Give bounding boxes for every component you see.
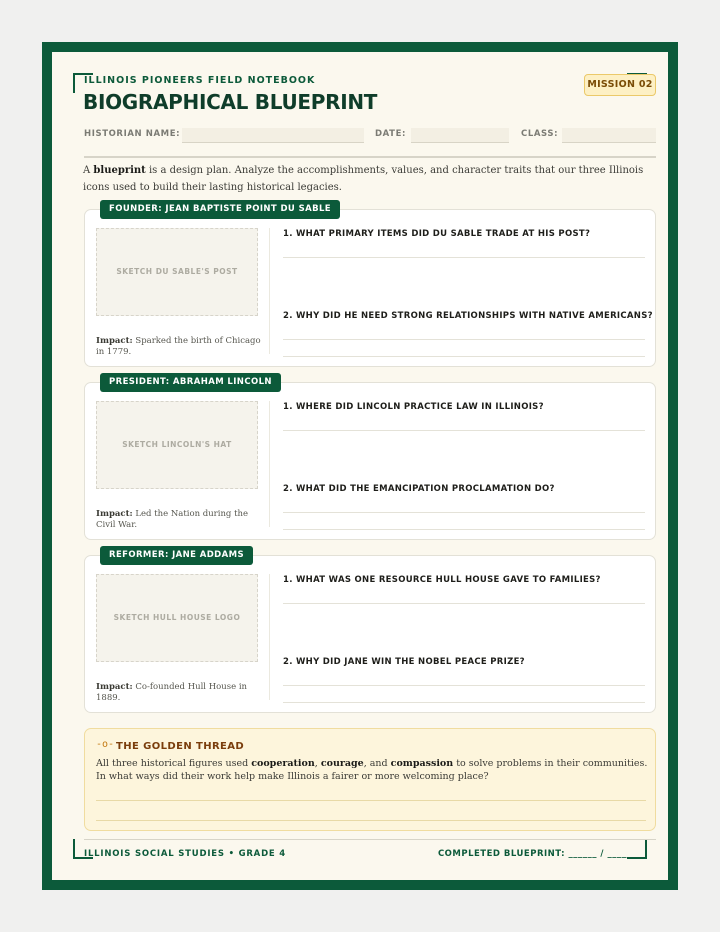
class-label: CLASS: xyxy=(521,129,559,139)
intro-paragraph: A blueprint is a design plan. Analyze the accomplishments, values, and character traits that our three Illinois icons used to build their lasting historical legacies. xyxy=(83,165,644,193)
golden-thread-panel xyxy=(84,728,656,831)
footer-course: ILLINOIS SOCIAL STUDIES • GRADE 4 xyxy=(84,849,286,859)
page-frame xyxy=(42,42,678,890)
impact-note: Impact: Sparked the birth of Chicago in 1779. xyxy=(96,336,261,357)
historian-name-field[interactable] xyxy=(182,128,364,143)
answer-line[interactable] xyxy=(96,820,646,821)
sketch-box[interactable]: SKETCH LINCOLN'S HAT xyxy=(96,401,258,489)
answer-line[interactable] xyxy=(283,339,645,340)
golden-thread-title: THE GOLDEN THREAD xyxy=(116,741,245,752)
notebook-eyebrow: ILLINOIS PIONEERS FIELD NOTEBOOK xyxy=(84,75,316,86)
figure-card-du-sable xyxy=(84,204,656,367)
figure-card-lincoln xyxy=(84,377,656,540)
answer-line[interactable] xyxy=(283,257,645,258)
class-field[interactable] xyxy=(562,128,656,143)
answer-line[interactable] xyxy=(283,529,645,530)
sketch-box[interactable]: SKETCH DU SABLE'S POST xyxy=(96,228,258,316)
thread-icon: -o- xyxy=(96,739,115,750)
footer-completion: COMPLETED BLUEPRINT: ______ / ______ xyxy=(437,849,636,859)
intro-keyword: blueprint xyxy=(93,165,146,176)
answer-line[interactable] xyxy=(283,603,645,604)
answer-line[interactable] xyxy=(283,430,645,431)
impact-note: Impact: Led the Nation during the Civil War. xyxy=(96,509,248,530)
mission-badge: MISSION 02 xyxy=(584,74,656,96)
answer-line[interactable] xyxy=(283,356,645,357)
golden-thread-prompt: All three historical figures used cooperation, courage, and compassion to solve problems in their communities. In what ways did their work help make Illinois a fairer or more welcoming place? xyxy=(96,758,648,782)
card-tag: FOUNDER: JEAN BAPTISTE POINT DU SABLE xyxy=(100,200,340,219)
card-divider xyxy=(269,574,270,700)
question-2: 2. WHAT DID THE EMANCIPATION PROCLAMATION DO? xyxy=(283,484,555,494)
card-divider xyxy=(269,401,270,527)
impact-note: Impact: Co-founded Hull House in 1889. xyxy=(96,682,248,703)
historian-name-label: HISTORIAN NAME: xyxy=(84,129,181,139)
card-divider xyxy=(269,228,270,354)
date-label: DATE: xyxy=(375,129,406,139)
date-field[interactable] xyxy=(411,128,509,143)
question-1: 1. WHERE DID LINCOLN PRACTICE LAW IN ILLINOIS? xyxy=(283,402,544,412)
answer-line[interactable] xyxy=(283,702,645,703)
page-title: BIOGRAPHICAL BLUEPRINT xyxy=(83,90,378,114)
question-1: 1. WHAT WAS ONE RESOURCE HULL HOUSE GAVE TO FAMILIES? xyxy=(283,575,601,585)
question-2: 2. WHY DID HE NEED STRONG RELATIONSHIPS WITH NATIVE AMERICANS? xyxy=(283,311,653,321)
card-tag: REFORMER: JANE ADDAMS xyxy=(100,546,253,565)
question-2: 2. WHY DID JANE WIN THE NOBEL PEACE PRIZE? xyxy=(283,657,525,667)
answer-line[interactable] xyxy=(96,800,646,801)
answer-line[interactable] xyxy=(283,512,645,513)
figure-card-addams xyxy=(84,550,656,713)
answer-line[interactable] xyxy=(283,685,645,686)
worksheet-page xyxy=(52,52,668,880)
sketch-box[interactable]: SKETCH HULL HOUSE LOGO xyxy=(96,574,258,662)
question-1: 1. WHAT PRIMARY ITEMS DID DU SABLE TRADE AT HIS POST? xyxy=(283,229,591,239)
header-divider xyxy=(84,156,656,158)
footer-divider xyxy=(84,839,656,840)
card-tag: PRESIDENT: ABRAHAM LINCOLN xyxy=(100,373,281,392)
